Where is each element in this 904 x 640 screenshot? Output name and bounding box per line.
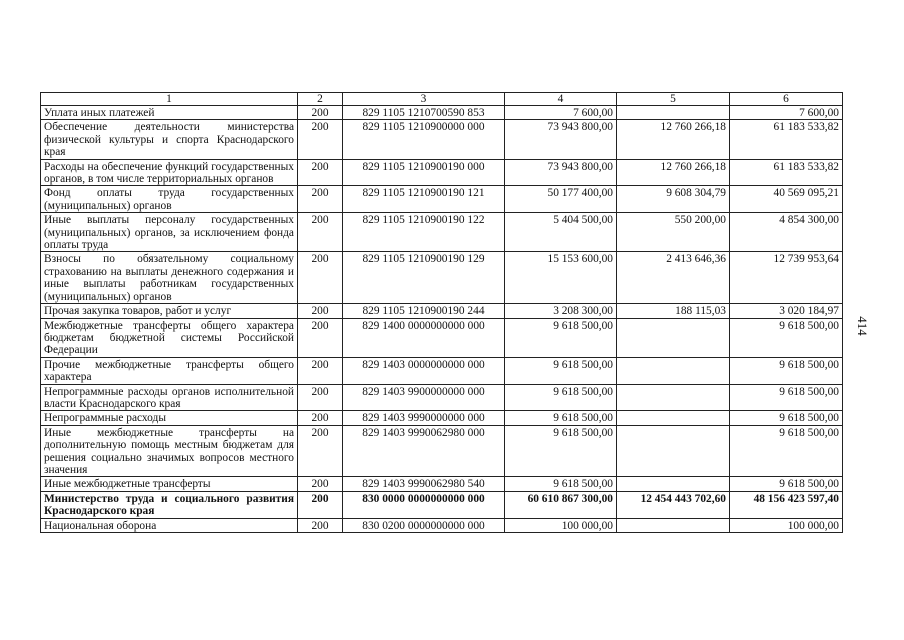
row-code: 829 1105 1210900190 122 [343,213,505,252]
row-approved: 100 000,00 [505,518,617,532]
row-col2: 200 [298,252,343,304]
row-name: Непрограммные расходы органов исполнительной власти Краснодарского края [41,384,298,411]
row-executed [617,425,730,477]
row-col2: 200 [298,106,343,120]
row-col2: 200 [298,159,343,186]
row-executed [617,357,730,384]
table-row [41,186,843,213]
row-name: Обеспечение деятельности министерства физической культуры и спорта Краснодарского края [41,120,298,159]
row-code: 830 0000 0000000000 000 [343,491,505,518]
column-number: 1 [41,93,298,106]
row-approved: 60 610 867 300,00 [505,491,617,518]
row-approved: 7 600,00 [505,106,617,120]
table-row [41,252,843,304]
row-name: Национальная оборона [41,518,298,532]
row-remaining: 40 569 095,21 [730,186,843,213]
row-name: Непрограммные расходы [41,411,298,425]
column-number: 3 [343,93,505,106]
row-col2: 200 [298,425,343,477]
row-approved: 9 618 500,00 [505,411,617,425]
table-row [41,411,843,425]
row-executed [617,518,730,532]
row-code: 829 1105 1210900190 129 [343,252,505,304]
row-name: Межбюджетные трансферты общего характера бюджетам бюджетной системы Российской Федерации [41,318,298,357]
row-remaining: 9 618 500,00 [730,384,843,411]
row-remaining: 4 854 300,00 [730,213,843,252]
row-col2: 200 [298,318,343,357]
row-code: 829 1105 1210900000 000 [343,120,505,159]
row-remaining: 3 020 184,97 [730,304,843,318]
row-executed: 2 413 646,36 [617,252,730,304]
row-approved: 9 618 500,00 [505,384,617,411]
row-remaining: 100 000,00 [730,518,843,532]
table-row [41,213,843,252]
table-row [41,318,843,357]
row-remaining: 9 618 500,00 [730,357,843,384]
row-code: 830 0200 0000000000 000 [343,518,505,532]
row-executed [617,318,730,357]
row-remaining: 9 618 500,00 [730,318,843,357]
row-code: 829 1105 1210900190 121 [343,186,505,213]
row-approved: 73 943 800,00 [505,120,617,159]
row-remaining: 61 183 533,82 [730,120,843,159]
row-code: 829 1403 0000000000 000 [343,357,505,384]
row-code: 829 1105 1210900190 000 [343,159,505,186]
row-approved: 73 943 800,00 [505,159,617,186]
table-header-row [41,93,843,106]
row-code: 829 1403 9990062980 540 [343,477,505,491]
row-col2: 200 [298,384,343,411]
row-code: 829 1105 1210900190 244 [343,304,505,318]
row-approved: 50 177 400,00 [505,186,617,213]
row-code: 829 1403 9990000000 000 [343,411,505,425]
row-executed [617,384,730,411]
row-col2: 200 [298,357,343,384]
row-name: Прочая закупка товаров, работ и услуг [41,304,298,318]
row-name: Фонд оплаты труда государственных (муниципальных) органов [41,186,298,213]
budget-table [40,92,843,533]
row-col2: 200 [298,411,343,425]
row-col2: 200 [298,491,343,518]
table-row [41,357,843,384]
table-row [41,425,843,477]
row-executed: 550 200,00 [617,213,730,252]
row-col2: 200 [298,477,343,491]
row-col2: 200 [298,304,343,318]
row-name: Расходы на обеспечение функций государственных органов, в том числе территориальных органов [41,159,298,186]
row-approved: 9 618 500,00 [505,425,617,477]
table-row [41,106,843,120]
table-row-ministry-total [41,491,843,518]
row-remaining: 48 156 423 597,40 [730,491,843,518]
row-approved: 9 618 500,00 [505,357,617,384]
row-executed [617,411,730,425]
table-row [41,518,843,532]
row-approved: 3 208 300,00 [505,304,617,318]
column-number: 6 [730,93,843,106]
row-approved: 9 618 500,00 [505,477,617,491]
row-name: Иные выплаты персоналу государственных (муниципальных) органов, за исключением фонда оплаты труда [41,213,298,252]
row-col2: 200 [298,213,343,252]
row-col2: 200 [298,186,343,213]
row-name: Иные межбюджетные трансферты на дополнительную помощь местным бюджетам для решения социально значимых вопросов местного значения [41,425,298,477]
row-executed [617,106,730,120]
table-row [41,159,843,186]
row-approved: 9 618 500,00 [505,318,617,357]
row-code: 829 1403 9900000000 000 [343,384,505,411]
row-remaining: 9 618 500,00 [730,477,843,491]
column-number: 5 [617,93,730,106]
row-col2: 200 [298,518,343,532]
row-code: 829 1105 1210700590 853 [343,106,505,120]
column-number: 4 [505,93,617,106]
row-approved: 15 153 600,00 [505,252,617,304]
row-name: Иные межбюджетные трансферты [41,477,298,491]
table-row [41,477,843,491]
row-executed: 188 115,03 [617,304,730,318]
row-remaining: 12 739 953,64 [730,252,843,304]
row-executed: 12 760 266,18 [617,120,730,159]
row-remaining: 61 183 533,82 [730,159,843,186]
row-name: Взносы по обязательному социальному страхованию на выплаты денежного содержания и иные выплаты работникам государственных (муниципальных) органов [41,252,298,304]
row-remaining: 7 600,00 [730,106,843,120]
table-row [41,384,843,411]
row-executed [617,477,730,491]
row-executed: 9 608 304,79 [617,186,730,213]
column-number: 2 [298,93,343,106]
row-approved: 5 404 500,00 [505,213,617,252]
row-name: Прочие межбюджетные трансферты общего характера [41,357,298,384]
row-col2: 200 [298,120,343,159]
row-remaining: 9 618 500,00 [730,411,843,425]
row-name: Министерство труда и социального развития Краснодарского края [41,491,298,518]
table-row [41,304,843,318]
row-executed: 12 760 266,18 [617,159,730,186]
row-name: Уплата иных платежей [41,106,298,120]
row-code: 829 1400 0000000000 000 [343,318,505,357]
row-code: 829 1403 9990062980 000 [343,425,505,477]
page-number: 414 [854,316,870,336]
table-row [41,120,843,159]
row-remaining: 9 618 500,00 [730,425,843,477]
row-executed: 12 454 443 702,60 [617,491,730,518]
